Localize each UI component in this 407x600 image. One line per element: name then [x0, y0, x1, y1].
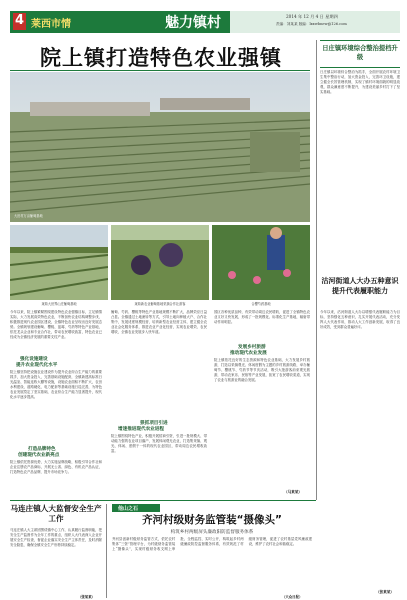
bottom-left-byline: （张某某）	[78, 595, 95, 599]
bottom-section-rule	[10, 500, 316, 501]
lead-col2-text2: 院上镇围绕特色产业，积极开展招商引资，引进一批规模大、带动能力强的农业项目落户，发展休闲观光农业，打造集采摘、观光、休闲、度假于一体的现代农业园区，带动周边农民增收致富。	[111, 434, 207, 453]
date-line: 2014 年 12 月 4 日 星期四	[286, 14, 338, 19]
aerial-photo-image	[10, 72, 310, 222]
bottom-left-text: 马连庄镇人大主席团围绕镇中心工作，认真履行监督职能，把安全生产监督作为全年工作的重点，组织人大代表深入企业开展安全生产检查，督促企业落实安全生产主体责任，及时消除安全隐患，确保全镇安全生产形势持续稳定。	[10, 528, 102, 547]
bottom-center-text: 齐河县创新村级财务监管方式，依托农村集体“三资”管理平台，为村级财务监管装上“摄像头”，实现村级财务收支网上审批、全程监控、实时公开，构筑起乡村两级廉政防控监督服务体系，有效规范了村级财务管理，促进了农村基层党风廉政建设，维护了农村社会和谐稳定。	[112, 537, 312, 551]
photo-vineyard-row	[10, 225, 108, 300]
right-text: 日庄镇以环境综合整治为抓手，全面开展农村环境卫生集中整治行动，加大资金投入，完善环卫设施，建立健全长效管理机制，实现了镇村环境面貌的明显改观，群众满意度不断提升，为建设美丽乡村打下了坚实基础。	[320, 70, 400, 94]
lead-col1-text2: 院上镇坚持把设施农业建设作为提升农业综合生产能力的重要抓手，加大资金投入，完善基础设施配套，全镇新建高标准日光温室、智能连栋大棚等设施，设施农业面积不断扩大，农田水利建设、道路硬化、电力配套等基础设施日趋完善，为特色农业发展奠定了坚实基础，农业综合生产能力显著提升，现代化水平逐步提高。	[10, 370, 102, 399]
lead-headline: 院上镇打造特色农业强镇	[40, 46, 282, 70]
lead-sub3: 狠抓项目引进	[140, 421, 168, 426]
photo-grape-greenhouse	[111, 225, 209, 300]
caption-3: 合樱芍药基地	[251, 302, 271, 306]
photo-peony-field	[212, 225, 310, 300]
right-sub-headline: 沽河街道人大办五种意识提升代表履职能力	[321, 277, 399, 295]
lead-sub4: 发展乡村旅游	[238, 345, 266, 350]
aerial-photo-caption: 大田村万亩葡萄基地	[14, 214, 43, 218]
lead-col1-text3: 院上镇依托资源优势，大力实施品牌战略，积极引导合作社和企业注册农产品商标，开展无公害、绿色、有机农产品认证，打造特色农产品品牌，提升市场竞争力。	[10, 460, 102, 474]
right-headline: 日庄镇环境综合整治提档升级	[322, 45, 398, 61]
bottom-center-headline: 齐河村级财务监管装“摄像头”	[142, 514, 282, 526]
right-column-divider	[316, 40, 317, 500]
lead-col3-text: 园区各种优质品种，有效带动周边农民增收，促进了全镇特色农业又好又快发展，形成了一批规模化、标准化生产基地，辐射带动作用明显。	[214, 310, 310, 324]
lead-col3-text2: 院上镇依托良好的生态资源和特色农业基础，大力发展乡村旅游，打造以采摘观光、休闲度假为主题的乡村旅游线路，举办葡萄节、樱桃节、芍药节等节庆活动，吸引大批游客前来观光旅游，带动农家乐、民宿等产业发展，拓宽了农民增收渠道，实现了农业与旅游业的融合发展。	[214, 358, 310, 382]
lead-col2-text: 葡萄、芍药、樱桃等特色产业基地规模不断扩大，品牌效应日益凸显。全镇通过土地流转等方式，引导土地向种植大户、合作社集中，发展适度规模经营，培育新型农业经营主体，建立健全农业社会化服务体系，推进农业产业化经营，实现农业增效、农民增收，全镇农业发展步入快车道。	[111, 310, 207, 334]
lead-sub4b: 推动现代农业发展	[230, 351, 267, 356]
right-text2: 今年以来，沽河街道人大办以增强代表履职能力为目标，坚持强化五种意识，扎实开展代表活动，充分发挥人大代表作用，推动人大工作创新发展，取得了良好成效，受到群众普遍好评。	[320, 310, 400, 329]
page-header	[0, 0, 407, 34]
page-title: 魅力镇村	[165, 15, 221, 31]
bottom-center-subheadline: 构筑乡村两级屏头廉政阳防监督服务体系	[170, 530, 254, 535]
lead-col1-text: 今年以来，院上镇紧紧围绕建设特色农业强镇目标，立足镇情实际，大力发展高效特色农业，不断加快农业结构调整步伐，积极推进现代农业园区建设，全镇特色农业呈现出良好发展态势。全镇规划建设葡萄、樱桃、蓝莓、芍药等特色产业基地，依托龙头企业和专业合作社，带动农民增收致富，特色农业已经成为全镇经济发展的重要支柱产业。	[10, 310, 102, 339]
bottom-center-byline: （大众日报）	[282, 595, 303, 599]
page-number: 4	[15, 13, 25, 28]
lead-sub2b: 创建现代农业新亮点	[18, 453, 60, 458]
editor-line: 责编：刘某某 版编：lxxwbnew@126.com	[276, 22, 347, 26]
caption-2: 莱菊新农业葡萄基地采摘合作社游客	[134, 302, 186, 306]
lead-sub1: 强化设施建设	[20, 357, 48, 362]
bottom-left-headline: 马连庄镇人大监督安全生产工作	[10, 504, 102, 523]
lead-sub3b: 增速推进现代农业进程	[118, 427, 164, 432]
lead-headline-rule	[10, 70, 310, 71]
caption-1: 莱菊大世界山庄葡萄基地	[41, 302, 77, 306]
bottom-center-divider	[106, 504, 107, 598]
lead-headline-box	[10, 40, 320, 68]
section-name: 莱西市情	[31, 19, 71, 30]
lead-sub1b: 提升农业现代化水平	[16, 363, 58, 368]
right-headline-box	[320, 40, 400, 68]
lead-byline: （马某某）	[284, 490, 302, 494]
aerial-photo	[10, 72, 310, 222]
bottom-kicker: 他山之石	[118, 506, 139, 512]
lead-sub2: 打造品牌特色	[28, 447, 56, 452]
right-byline: （张某某）	[376, 590, 394, 594]
